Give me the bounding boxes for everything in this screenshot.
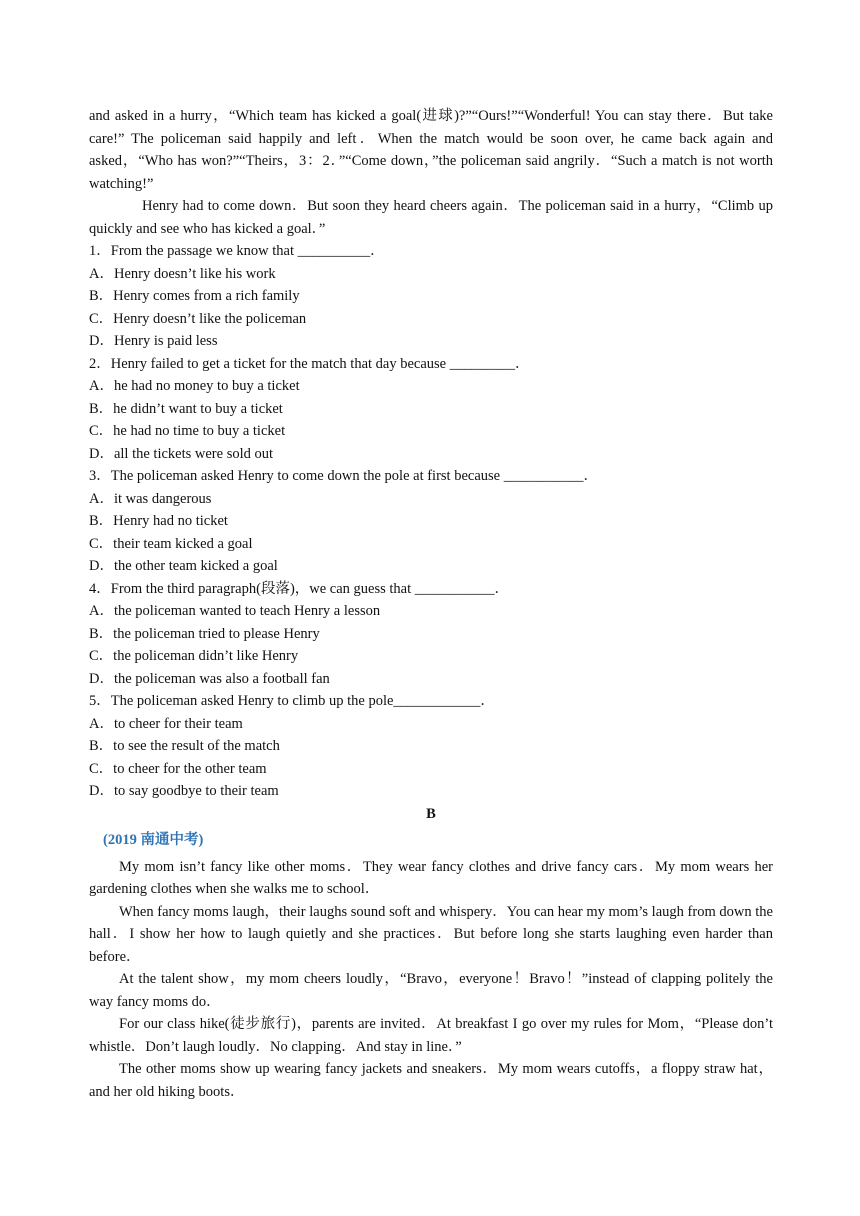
answer-option: D．all the tickets were sold out (89, 445, 274, 462)
answer-option: B．Henry comes from a rich family (89, 288, 300, 304)
document-page (89, 105, 773, 1103)
passage-b-paragraph: At the talent show，my mom cheers loudly，“Bravo，everyone！Bravo！”instead of clapping politely the way fancy moms do． (89, 971, 773, 1010)
section-heading: B (426, 805, 436, 822)
passage-b-paragraph: For our class hike(徒步旅行)，parents are invited．At breakfast I go over my rules for Mom，“Please don’t whistle．Don’t laugh loudly．No clapping．And stay in line．” (89, 1016, 773, 1055)
answer-option: B．Henry had no ticket (89, 513, 228, 529)
question-5 (89, 690, 773, 803)
answer-option: A．to cheer for their team (89, 715, 243, 732)
passage-a-paragraph: and asked in a hurry，“Which team has kicked a goal(进球)?”“Ours!”“Wonderful! You can stay there．But take care!” The policeman said happily and left．When the match would be soon over, he came back again and asked，“Who has won?”“Theirs，3：2．”“Come down，”the policeman said angrily．“Such a match is not worth watching!” (89, 108, 773, 192)
question-1 (89, 240, 773, 353)
question-stem: 1．From the passage we know that __________． (89, 243, 385, 259)
answer-option: B．the policeman tried to please Henry (89, 625, 320, 642)
answer-option: D．the policeman was also a football fan (89, 670, 330, 687)
question-stem: 5．The policeman asked Henry to climb up the pole____________． (89, 693, 495, 709)
answer-option: A．Henry doesn’t like his work (89, 265, 276, 282)
question-stem: 2．Henry failed to get a ticket for the match that day because _________． (89, 355, 530, 372)
passage-b-paragraph: My mom isn’t fancy like other moms．They wear fancy clothes and drive fancy cars．My mom wears her gardening clothes when she walks me to school． (89, 858, 773, 897)
question-stem: 3．The policeman asked Henry to come down the pole at first because ___________． (89, 468, 598, 484)
passage-b-paragraph: When fancy moms laugh，their laughs sound soft and whispery．You can hear my mom’s laugh from down the hall．I show her how to laugh quietly and she practices．But before long she starts laughing even harder than before． (89, 903, 773, 965)
answer-option: C．their team kicked a goal (89, 535, 253, 552)
question-stem: 4．From the third paragraph(段落)，we can guess that ___________． (89, 580, 510, 597)
answer-option: C．he had no time to buy a ticket (89, 423, 286, 439)
answer-option: A．the policeman wanted to teach Henry a lesson (89, 603, 381, 619)
answer-option: C．the policeman didn’t like Henry (89, 648, 299, 664)
answer-option: B．to see the result of the match (89, 738, 280, 754)
passage-b-paragraph: The other moms show up wearing fancy jackets and sneakers．My mom wears cutoffs，a floppy straw hat，and her old hiking boots． (89, 1061, 773, 1100)
question-3 (89, 465, 773, 578)
answer-option: D．to say goodbye to their team (89, 783, 279, 799)
answer-option: A．he had no money to buy a ticket (89, 378, 300, 394)
passage-a-paragraph: Henry had to come down．But soon they heard cheers again．The policeman said in a hurry，“Climb up quickly and see who has kicked a goal．” (89, 198, 773, 237)
answer-option: D．Henry is paid less (89, 333, 218, 349)
answer-option: B．he didn’t want to buy a ticket (89, 400, 283, 417)
answer-option: C．to cheer for the other team (89, 760, 267, 777)
question-4 (89, 578, 773, 691)
question-2 (89, 353, 773, 466)
answer-option: A．it was dangerous (89, 490, 212, 507)
answer-option: C．Henry doesn’t like the policeman (89, 310, 307, 327)
answer-option: D．the other team kicked a goal (89, 558, 278, 574)
source-label: (2019 南通中考) (103, 832, 204, 848)
